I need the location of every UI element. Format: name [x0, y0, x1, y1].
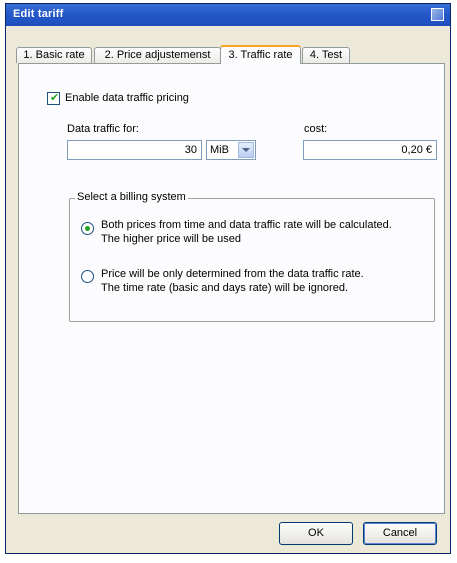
close-button[interactable]: [431, 8, 444, 21]
data-traffic-amount-input[interactable]: 30: [67, 140, 202, 160]
traffic-rate-panel: [18, 63, 445, 514]
ok-button[interactable]: OK: [279, 522, 353, 545]
tab-traffic-rate[interactable]: 3. Traffic rate: [220, 45, 301, 64]
chevron-down-icon[interactable]: [238, 142, 254, 158]
billing-system-title: Select a billing system: [77, 191, 186, 203]
cost-label: cost:: [304, 123, 328, 135]
enable-traffic-pricing-checkbox[interactable]: [47, 92, 60, 105]
traffic-unit-select[interactable]: [206, 140, 256, 160]
tab-price-adjustments[interactable]: 2. Price adjustemenst: [94, 47, 221, 63]
title-bar[interactable]: [6, 4, 450, 26]
billing-system-group: [69, 191, 435, 322]
traffic-unit-value: MiB: [210, 144, 229, 156]
check-mark-icon: ✔: [50, 92, 60, 104]
billing-option-both-line1: Both prices from time and data traffic rate will be calculated.: [101, 219, 392, 231]
enable-traffic-pricing-label: Enable data traffic pricing: [65, 92, 189, 104]
window-title: Edit tariff: [13, 8, 64, 20]
data-traffic-for-label: Data traffic for:: [67, 123, 139, 135]
cost-input[interactable]: 0,20 €: [303, 140, 437, 160]
tab-bar: [16, 45, 436, 65]
edit-tariff-dialog: [5, 3, 451, 554]
radio-selected-dot: [85, 226, 90, 231]
billing-option-traffic-only-radio[interactable]: [81, 270, 94, 283]
billing-option-both-line2: The higher price will be used: [101, 233, 242, 245]
tab-test[interactable]: 4. Test: [302, 47, 350, 63]
billing-option-traffic-only-line2: The time rate (basic and days rate) will be ignored.: [101, 282, 349, 294]
tab-basic-rate[interactable]: 1. Basic rate: [16, 47, 92, 63]
billing-option-traffic-only-line1: Price will be only determined from the data traffic rate.: [101, 268, 364, 280]
cancel-button[interactable]: Cancel: [363, 522, 437, 545]
billing-option-both-radio[interactable]: [81, 222, 94, 235]
